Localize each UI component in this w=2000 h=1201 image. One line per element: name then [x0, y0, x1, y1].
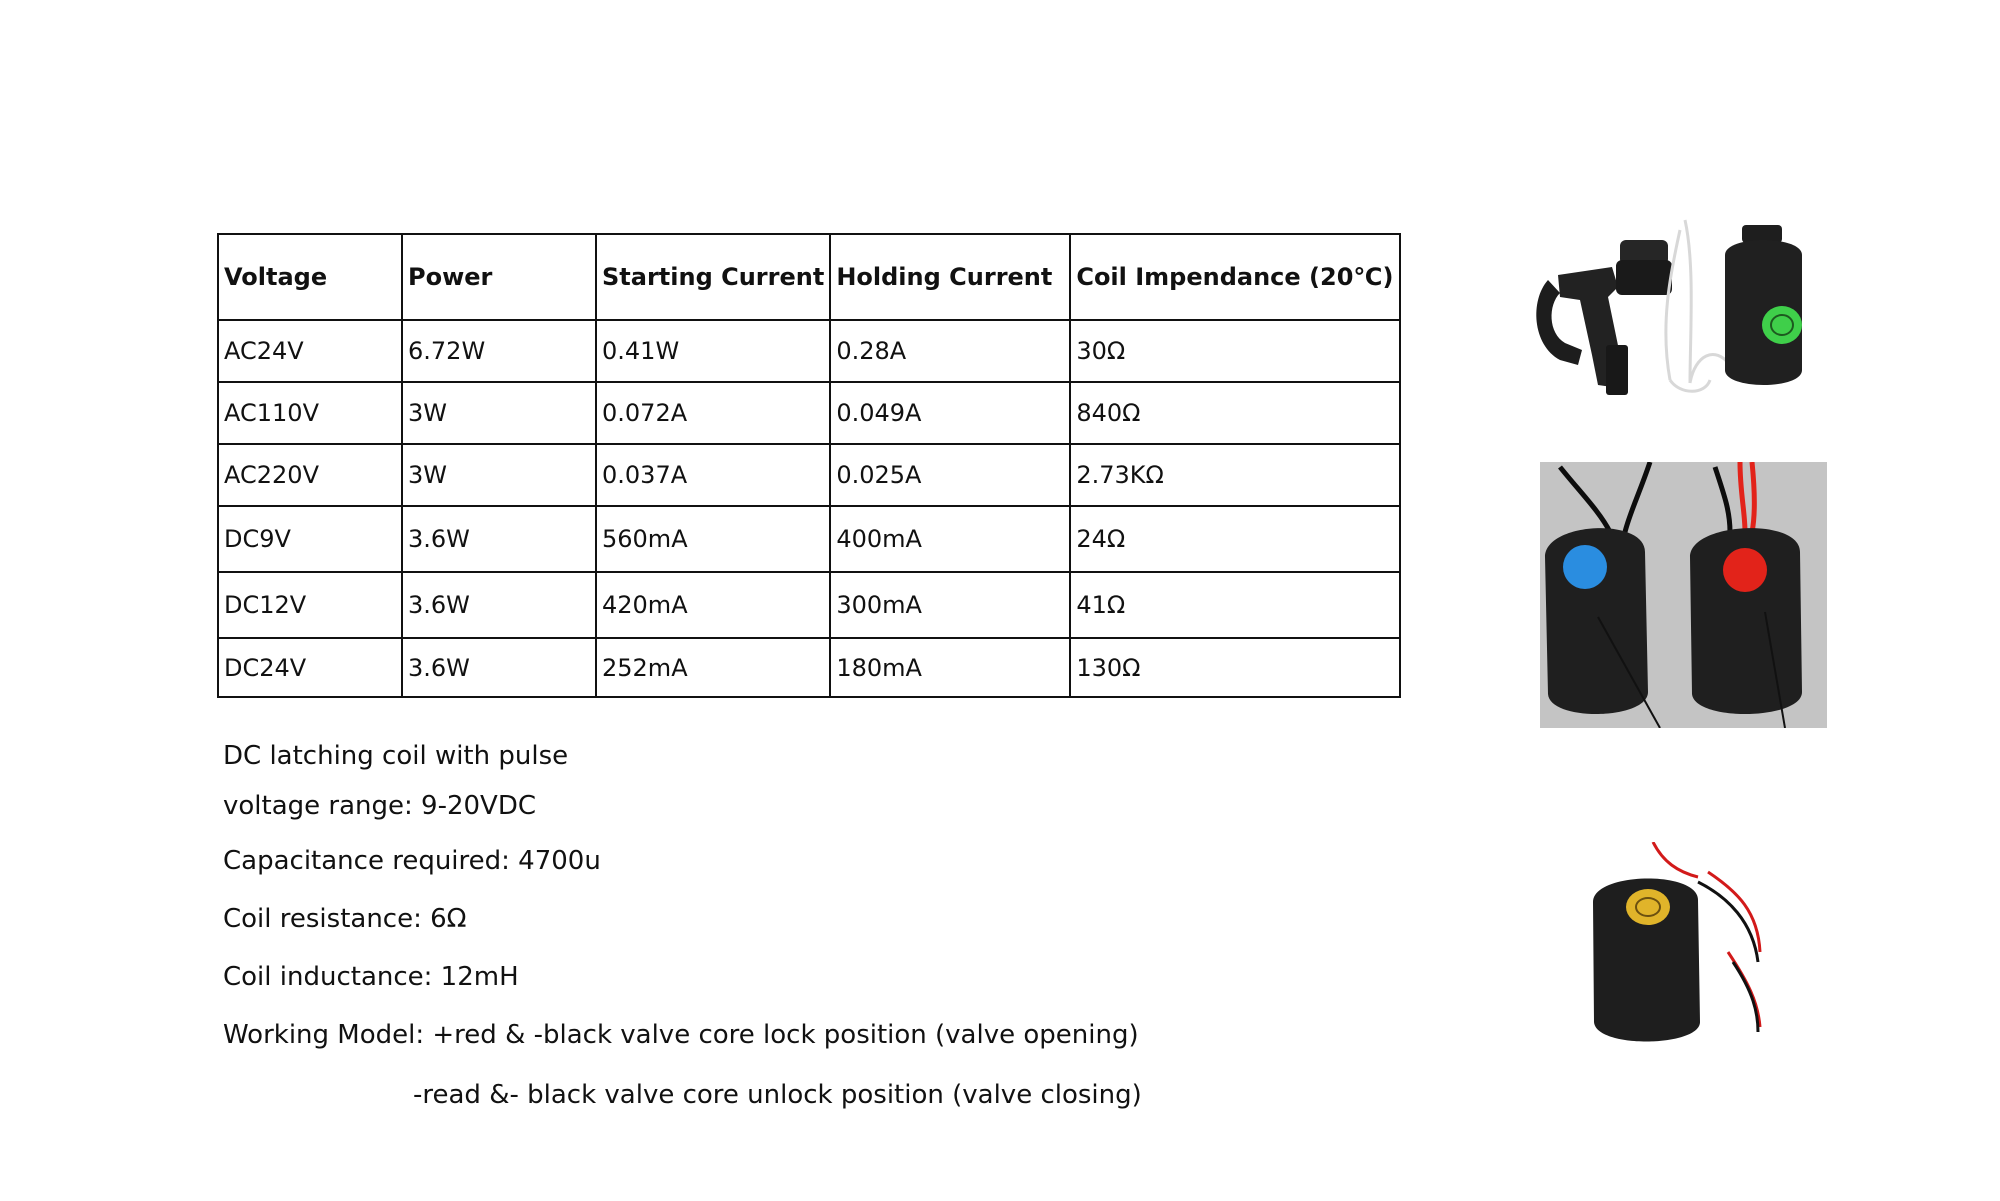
table-cell: 0.41W — [596, 320, 830, 382]
table-cell: AC110V — [218, 382, 402, 444]
nut-icon — [1616, 240, 1672, 295]
note-dc-latching: DC latching coil with pulse — [223, 741, 569, 771]
table-cell: 3W — [402, 444, 596, 506]
note-capacitance: Capacitance required: 4700u — [223, 846, 601, 876]
table-cell: 3.6W — [402, 506, 596, 572]
table-cell: 180mA — [830, 638, 1070, 697]
table-row — [218, 444, 1400, 506]
table-cell: 560mA — [596, 506, 830, 572]
clamp-ring-icon — [1536, 267, 1628, 395]
table-cell: 0.025A — [830, 444, 1070, 506]
header-coil-impedance: Coil Impendance (20℃) — [1070, 234, 1400, 320]
note-coil-inductance: Coil inductance: 12mH — [223, 962, 519, 992]
table-cell: 420mA — [596, 572, 830, 638]
table-cell: DC9V — [218, 506, 402, 572]
wire-icon — [1666, 220, 1730, 391]
coil-body-icon — [1725, 225, 1802, 385]
table-row — [218, 320, 1400, 382]
note-working-model-close: -read &- black valve core unlock position (valve closing) — [413, 1080, 1142, 1110]
table-row — [218, 638, 1400, 697]
header-holding-current: Holding Current — [830, 234, 1070, 320]
coil-blue-icon — [1545, 528, 1660, 728]
table-cell: 252mA — [596, 638, 830, 697]
table-cell: 0.072A — [596, 382, 830, 444]
table-cell: 0.049A — [830, 382, 1070, 444]
coil-red-icon — [1690, 528, 1802, 728]
coil-pair-photo — [1540, 462, 1827, 728]
table-cell: 3.6W — [402, 572, 596, 638]
table-cell: 840Ω — [1070, 382, 1400, 444]
spec-table — [217, 233, 1401, 698]
coil-yellow-icon — [1593, 878, 1700, 1041]
table-cell: 24Ω — [1070, 506, 1400, 572]
table-cell: 400mA — [830, 506, 1070, 572]
coil-kit-photo — [1520, 205, 1840, 415]
table-cell: AC220V — [218, 444, 402, 506]
table-cell: 41Ω — [1070, 572, 1400, 638]
table-cell: 130Ω — [1070, 638, 1400, 697]
note-voltage-range: voltage range: 9-20VDC — [223, 791, 537, 821]
table-cell: DC12V — [218, 572, 402, 638]
table-row — [218, 506, 1400, 572]
table-cell: 300mA — [830, 572, 1070, 638]
header-power: Power — [402, 234, 596, 320]
note-coil-resistance: Coil resistance: 6Ω — [223, 904, 467, 934]
table-cell: 3W — [402, 382, 596, 444]
table-cell: 0.28A — [830, 320, 1070, 382]
table-cell: 6.72W — [402, 320, 596, 382]
table-cell: 2.73KΩ — [1070, 444, 1400, 506]
table-cell: AC24V — [218, 320, 402, 382]
table-cell: DC24V — [218, 638, 402, 697]
table-row — [218, 572, 1400, 638]
table-cell: 0.037A — [596, 444, 830, 506]
latching-coil-photo — [1588, 842, 1763, 1052]
note-working-model-open: Working Model: +red & -black valve core lock position (valve opening) — [223, 1020, 1139, 1050]
table-cell: 3.6W — [402, 638, 596, 697]
header-voltage: Voltage — [218, 234, 402, 320]
header-starting-current: Starting Current — [596, 234, 830, 320]
table-cell: 30Ω — [1070, 320, 1400, 382]
table-row — [218, 382, 1400, 444]
table-header-row — [218, 234, 1400, 320]
